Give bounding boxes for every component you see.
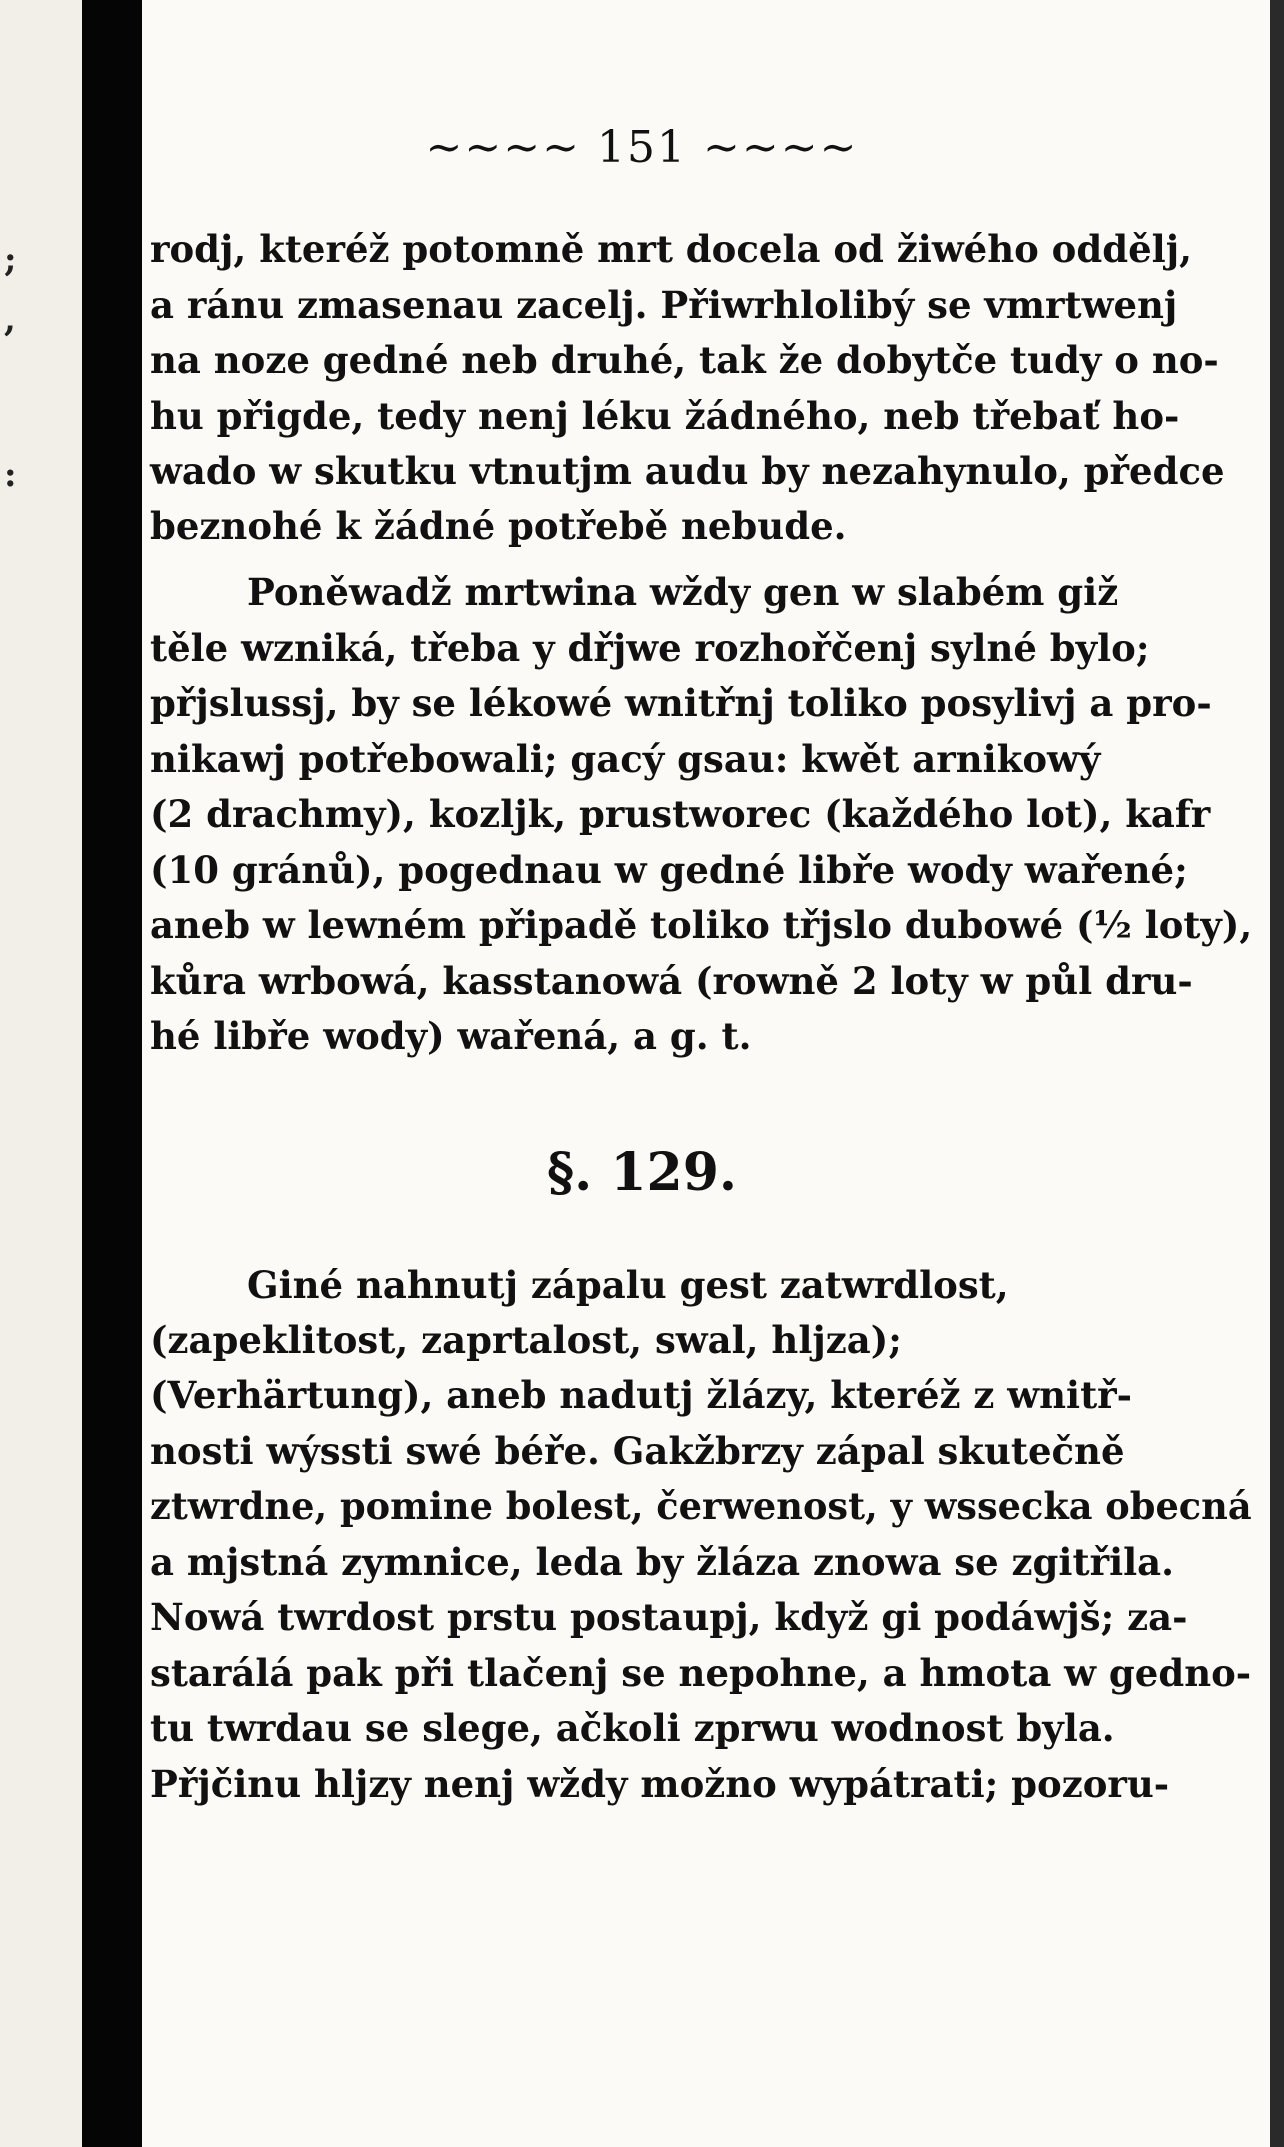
text-line: přjslussj, by se lékowé wnitřnj toliko posylivj a pro- (150, 681, 1212, 725)
text-line: hu přigde, tedy nenj léku žádného, neb třebať ho- (150, 394, 1180, 438)
previous-page-fragment: : (4, 455, 17, 495)
text-line: Giné nahnutj zápalu gest zatwrdlost, (247, 1263, 1009, 1307)
text-line: (Verhärtung), aneb nadutj žlázy, kteréž z wnitř- (150, 1373, 1133, 1417)
text-line: Nowá twrdost prstu postaupj, když gi podáwjš; za- (150, 1595, 1188, 1639)
text-line: Poněwadž mrtwina wždy gen w slabém giž (247, 570, 1119, 614)
text-line: ztwrdne, pomine bolest, čerwenost, y wssecka obecná (150, 1484, 1252, 1528)
previous-page-fragment: , (4, 300, 16, 340)
previous-page-fragment: ; (4, 240, 17, 280)
text-line: hé libře wody) wařená, a g. t. (150, 1014, 752, 1058)
text-line: nikawj potřebowali; gacý gsau: kwět arnikowý (150, 737, 1101, 781)
text-line: nosti wýssti swé béře. Gakžbrzy zápal skutečně (150, 1429, 1125, 1473)
text-line: beznohé k žádné potřebě nebude. (150, 504, 847, 548)
page-number-text: 151 (597, 122, 687, 173)
text-line: kůra wrbowá, kasstanowá (rowně 2 loty w půl dru- (150, 959, 1193, 1003)
text-line: na noze gedné neb druhé, tak že dobytče tudy o no- (150, 338, 1219, 382)
page-number-ornament-right: ~~~~ (702, 122, 859, 173)
page-number-ornament-left: ~~~~ (425, 122, 581, 173)
text-line: rodj, kteréž potomně mrt docela od žiwého oddělj, (150, 227, 1192, 271)
text-line: tu twrdau se slege, ačkoli zprwu wodnost byla. (150, 1706, 1115, 1750)
section-heading: §. 129. (546, 1142, 738, 1203)
text-line: těle wzniká, třeba y dřjwe rozhořčenj sylné bylo; (150, 626, 1150, 670)
text-line: starálá pak při tlačenj se nepohne, a hmota w gedno- (150, 1651, 1252, 1695)
text-line: wado w skutku vtnutjm audu by nezahynulo, předce (150, 449, 1225, 493)
text-line: (zapeklitost, zaprtalost, swal, hljza); (150, 1318, 902, 1362)
text-line: (2 drachmy), kozljk, prustworec (každého lot), kafr (150, 792, 1211, 836)
previous-page-edge (0, 0, 82, 2147)
book-page (142, 0, 1284, 2147)
text-line: aneb w lewném připadě toliko třjslo dubowé (½ loty), (150, 903, 1253, 947)
text-line: Přjčinu hljzy nenj wždy možno wypátrati; pozoru- (150, 1762, 1170, 1806)
text-line: a mjstná zymnice, leda by žláza znowa se zgitřila. (150, 1540, 1175, 1584)
book-gutter (82, 0, 142, 2147)
text-line: (10 gránů), pogednau w gedné libře wody wařené; (150, 848, 1188, 892)
text-line: a ránu zmasenau zacelj. Přiwrhlolibý se vmrtwenj (150, 283, 1178, 327)
page-number (142, 122, 1142, 173)
right-page-edge (1270, 0, 1284, 2147)
